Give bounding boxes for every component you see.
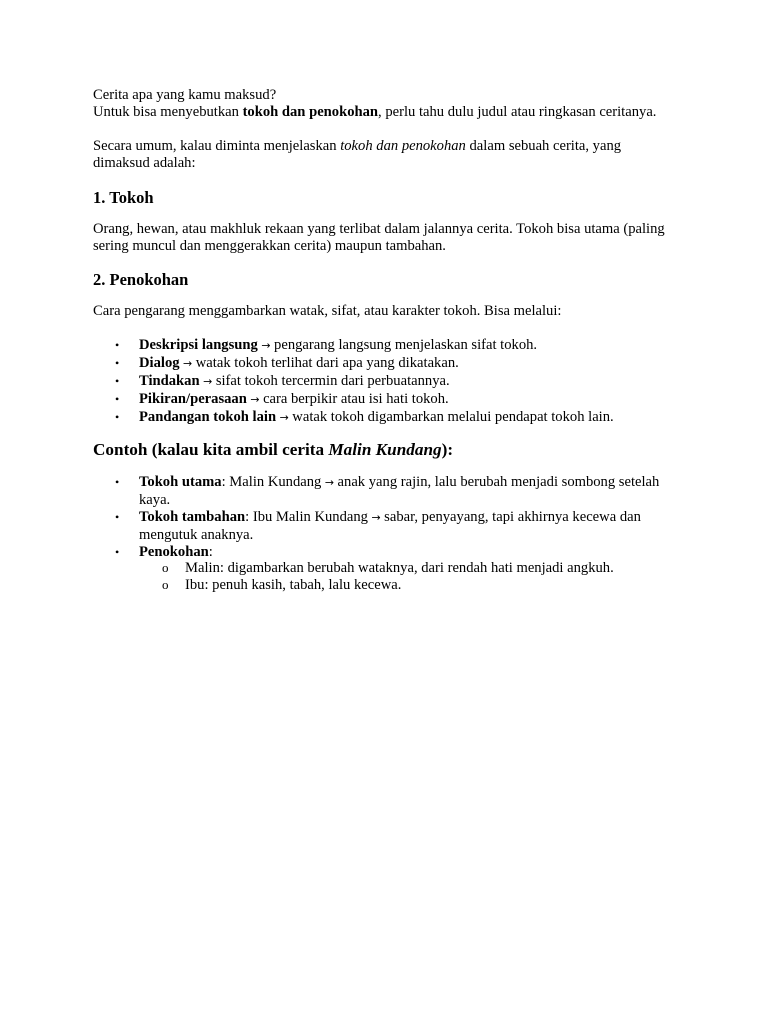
sub-list-item [139,577,668,594]
list-item [93,509,668,544]
bullet-icon: • [115,409,120,424]
general-post: dalam sebuah cerita, yang dimaksud adalah: [93,137,622,171]
list-item [93,355,668,373]
penokohan-sub-list [139,560,668,594]
bullet-icon: • [115,509,120,524]
example-heading-pre: Contoh (kalau kita ambil cerita [93,439,329,459]
bullet-icon: • [115,474,120,489]
section-body-tokoh: Orang, hewan, atau makhluk rekaan yang terlibat dalam jalannya cerita. Tokoh bisa utama (paling sering muncul dan menggerakkan cerita) maupun tambahan. [93,220,665,254]
arrow-right-icon: → [367,510,385,524]
arrow-right-icon: → [246,393,264,407]
method-desc: pengarang langsung menjelaskan sifat tokoh. [274,337,538,354]
example-desc: anak yang rajin, lalu berubah menjadi sombong setelah kaya. [139,473,660,508]
arrow-right-icon: → [321,475,338,489]
list-item [93,391,668,409]
list-item [93,474,668,509]
list-item [93,409,668,427]
example-heading [93,440,668,460]
list-item [93,337,668,355]
arrow-right-icon: → [276,410,293,424]
example-list [93,474,668,594]
penokohan-methods-list [93,337,668,427]
bullet-icon: • [115,374,120,389]
method-term: Tindakan [139,373,200,390]
example-mid: : Malin Kundang [221,473,322,490]
section-body-penokohan: Cara pengarang menggambarkan watak, sifat, atau karakter tokoh. Bisa melalui: [93,303,562,320]
example-term: Tokoh tambahan [139,508,246,525]
example-term: Tokoh utama [139,473,222,490]
bullet-icon: • [115,544,120,559]
method-term: Pikiran/perasaan [139,391,247,408]
example-term: Penokohan [139,543,209,560]
example-colon: : [208,543,213,560]
document-page [93,87,668,594]
intro-line1: Cerita apa yang kamu maksud? [93,87,277,103]
sub-item-text: Ibu: penuh kasih, tabah, lalu kecewa. [185,577,402,594]
intro-line2-pre: Untuk bisa menyebutkan [93,103,243,120]
general-pre: Secara umum, kalau diminta menjelaskan [93,137,341,154]
list-item [93,544,668,595]
arrow-right-icon: → [199,375,216,389]
sub-item-text: Malin: digambarkan berubah wataknya, dari rendah hati menjadi angkuh. [185,560,614,577]
intro-question [93,87,668,121]
arrow-right-icon: → [179,357,196,371]
circle-bullet-icon: o [162,577,169,593]
method-term: Deskripsi langsung [139,337,258,354]
example-heading-italic: Malin Kundang [328,439,442,459]
bullet-icon: • [115,392,120,407]
intro-line2-post: , perlu tahu dulu judul atau ringkasan ceritanya. [378,103,657,120]
circle-bullet-icon: o [162,560,169,576]
section-heading-tokoh: 1. Tokoh [93,187,154,207]
example-desc: sabar, penyayang, tapi akhirnya kecewa dan mengutuk anaknya. [139,508,641,543]
intro-line2-bold: tokoh dan penokohan [242,103,379,120]
method-desc: watak tokoh digambarkan melalui pendapat tokoh lain. [292,408,614,425]
general-paragraph [93,138,668,172]
sub-list-item [139,560,668,577]
method-term: Pandangan tokoh lain [139,408,277,425]
method-desc: cara berpikir atau isi hati tokoh. [263,391,449,408]
example-mid: : Ibu Malin Kundang [245,508,368,525]
method-desc: sifat tokoh tercermin dari perbuatannya. [215,373,450,390]
bullet-icon: • [115,356,120,371]
arrow-right-icon: → [257,339,275,353]
bullet-icon: • [115,338,120,353]
method-desc: watak tokoh terlihat dari apa yang dikatakan. [195,355,459,372]
example-heading-post: ): [441,439,454,459]
method-term: Dialog [139,355,180,372]
section-heading-penokohan: 2. Penokohan [93,270,189,290]
general-italic: tokoh dan penokohan [340,137,466,154]
list-item [93,373,668,391]
